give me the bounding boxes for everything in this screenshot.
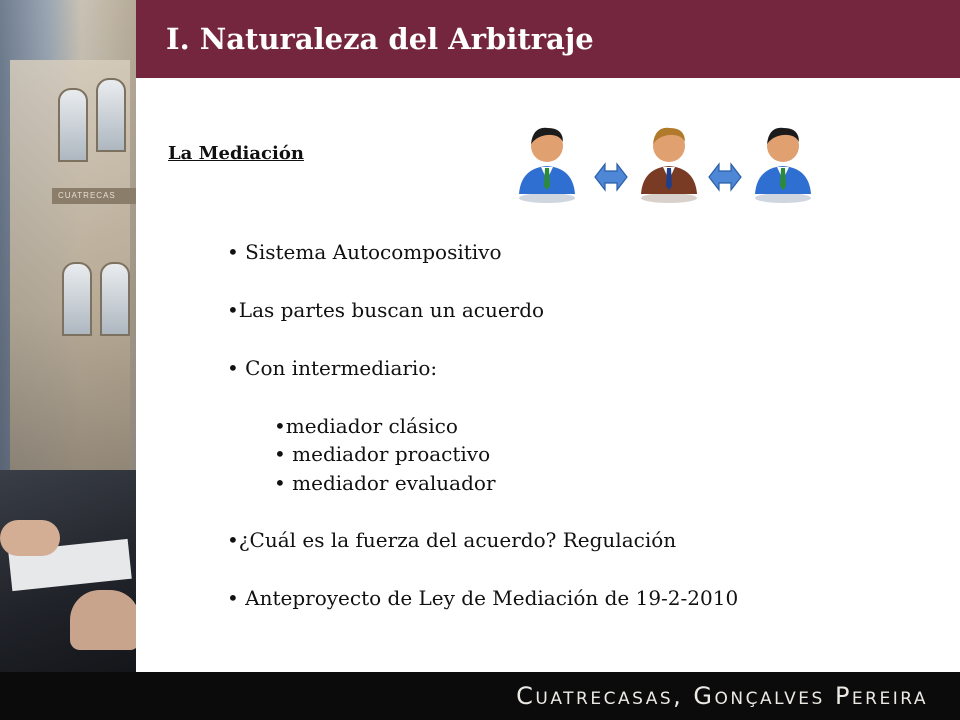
footer-brand-logo: Cuatrecasas, Gonçalves Pereira <box>516 682 928 710</box>
bullet-item: •Las partes buscan un acuerdo <box>227 298 545 322</box>
hand <box>70 590 136 650</box>
sub-bullet-item: •mediador clásico <box>274 414 458 438</box>
header-bar <box>136 0 960 78</box>
sub-bullet-item: • mediador proactivo <box>274 442 491 466</box>
building-window <box>100 262 130 336</box>
building-window <box>58 88 88 162</box>
double-arrow-icon <box>707 160 743 194</box>
sub-bullet-item: • mediador evaluador <box>274 471 496 495</box>
bullet-item: • Sistema Autocompositivo <box>227 240 502 264</box>
building-window <box>96 78 126 152</box>
slide-title: I. Naturaleza del Arbitraje <box>166 22 594 56</box>
building-window <box>62 262 92 336</box>
section-subtitle: La Mediación <box>168 143 304 164</box>
person-icon <box>637 120 701 204</box>
mediation-diagram <box>515 120 815 210</box>
person-icon <box>515 120 579 204</box>
bullet-item: •¿Cuál es la fuerza del acuerdo? Regulación <box>227 528 677 552</box>
double-arrow-icon <box>593 160 629 194</box>
bullet-item: • Anteproyecto de Ley de Mediación de 19-2-2010 <box>227 586 739 610</box>
person-icon <box>751 120 815 204</box>
footer-bar <box>0 672 960 720</box>
side-photo <box>0 0 136 672</box>
building-sign: CUATRECAS <box>52 188 136 204</box>
hand <box>0 520 60 556</box>
bullet-item: • Con intermediario: <box>227 356 438 380</box>
